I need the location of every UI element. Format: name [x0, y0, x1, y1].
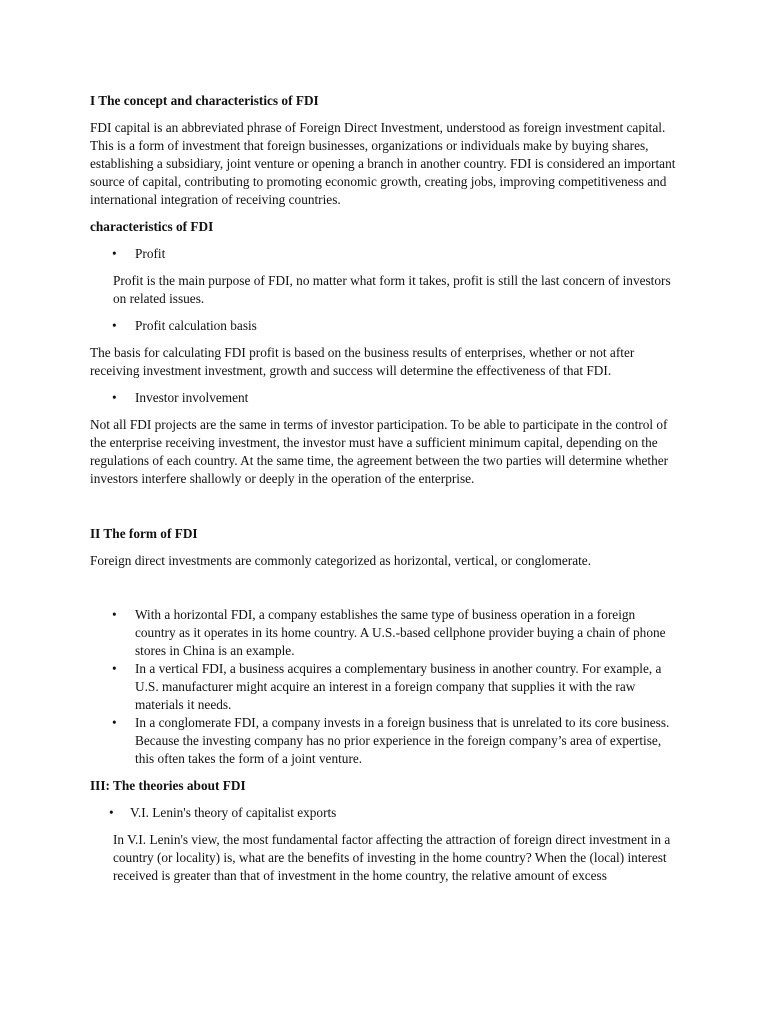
section-2-intro: Foreign direct investments are commonly categorized as horizontal, vertical, or conglomerate.	[90, 553, 592, 568]
spacer	[90, 497, 678, 525]
section-1-title: I The concept and characteristics of FDI	[90, 93, 319, 108]
bullet-profit-calculation-basis: • Profit calculation basis	[90, 317, 678, 335]
characteristics-subheading: characteristics of FDI	[90, 219, 214, 234]
lenin-paragraph: In V.I. Lenin's view, the most fundamental factor affecting the attraction of foreign direct investment in a country (or locality) is, what are the benefits of investing in the home country? When the (local) interest received is greater than that of investment in the home country, the relative amount of excess	[113, 832, 671, 883]
profit-paragraph: Profit is the main purpose of FDI, no matter what form it takes, profit is still the last concern of investors on related issues.	[113, 273, 671, 306]
section-3-title: III: The theories about FDI	[90, 778, 246, 793]
section-2-title: II The form of FDI	[90, 526, 198, 541]
bullet-vertical-fdi: • In a vertical FDI, a business acquires a complementary business in another country. For example, a U.S. manufacturer might acquire an interest in a foreign company that supplies it with the raw materials it needs.	[90, 660, 678, 714]
bullet-horizontal-fdi: • With a horizontal FDI, a company establishes the same type of business operation in a foreign country as it operates in its home country. A U.S.-based cellphone provider buying a chain of phone stores in China is an example.	[90, 606, 678, 660]
document-body	[90, 92, 678, 894]
section-1-intro: FDI capital is an abbreviated phrase of Foreign Direct Investment, understood as foreign investment capital. This is a form of investment that foreign businesses, organizations or individuals make by buying shares, establishing a subsidiary, joint venture or opening a branch in another country. FDI is considered an important source of capital, contributing to promoting economic growth, creating jobs, improving competitiveness and international integration of receiving countries.	[90, 120, 676, 207]
bullet-lenin-theory: • V.I. Lenin's theory of capitalist exports	[90, 804, 678, 822]
bullet-conglomerate-fdi: • In a conglomerate FDI, a company invests in a foreign business that is unrelated to its core business. Because the investing company has no prior experience in the foreign company’s area of expertise, this often takes the form of a joint venture.	[90, 714, 678, 768]
bullet-investor-involvement: • Investor involvement	[90, 389, 678, 407]
spacer	[90, 579, 678, 606]
bullet-profit: • Profit	[90, 245, 678, 263]
basis-paragraph: The basis for calculating FDI profit is based on the business results of enterprises, whether or not after receiving investment investment, growth and success will determine the effectiveness of that FDI.	[90, 345, 635, 378]
involvement-paragraph: Not all FDI projects are the same in terms of investor participation. To be able to participate in the control of the enterprise receiving investment, the investor must have a sufficient minimum capital, depending on the regulations of each country. At the same time, the agreement between the two parties will determine whether investors interfere shallowly or deeply in the operation of the enterprise.	[90, 417, 669, 486]
